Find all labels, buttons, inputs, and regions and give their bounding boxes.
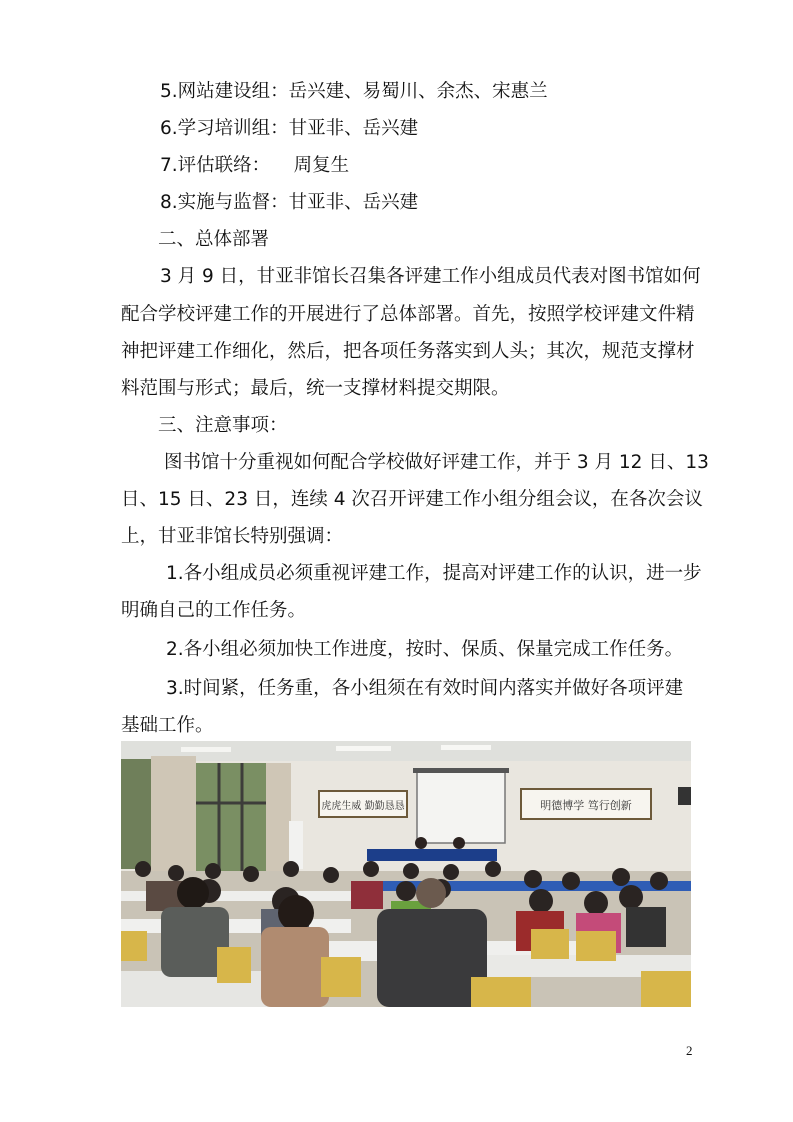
calligraphy-left: 虎虎生威 勤勤恳恳 bbox=[321, 801, 405, 812]
section-heading-3: 三、注意事项： bbox=[158, 415, 288, 436]
text-line-18: 基础工作。 bbox=[121, 715, 214, 736]
text-line-14: 1.各小组成员必须重视评建工作，提高对评建工作的认识，进一步 bbox=[166, 563, 702, 584]
text-line-11: 图书馆十分重视如何配合学校做好评建工作，并于 3 月 12 日、13 bbox=[164, 452, 709, 473]
text-line-12: 日、15 日、23 日，连续 4 次召开评建工作小组分组会议，在各次会议 bbox=[121, 489, 703, 510]
page-number: 2 bbox=[686, 1043, 693, 1058]
text-line-8: 神把评建工作细化，然后，把各项任务落实到人头；其次，规范支撑材 bbox=[121, 341, 695, 362]
text-line-16: 2.各小组必须加快工作进度，按时、保质、保量完成工作任务。 bbox=[166, 639, 684, 660]
text-line-3: 7.评估联络： 周复生 bbox=[160, 155, 350, 176]
text-line-15: 明确自己的工作任务。 bbox=[121, 600, 307, 621]
text-line-4: 8.实施与监督：甘亚非、岳兴建 bbox=[160, 192, 419, 213]
meeting-photo-illustration bbox=[121, 741, 691, 1007]
text-line-2: 6.学习培训组：甘亚非、岳兴建 bbox=[160, 118, 419, 139]
text-line-7: 配合学校评建工作的开展进行了总体部署。首先，按照学校评建文件精 bbox=[121, 304, 695, 325]
text-line-9: 料范围与形式；最后，统一支撑材料提交期限。 bbox=[121, 378, 510, 399]
text-line-17: 3.时间紧，任务重，各小组须在有效时间内落实并做好各项评建 bbox=[166, 678, 684, 699]
text-line-1: 5.网站建设组：岳兴建、易蜀川、余杰、宋惠兰 bbox=[160, 81, 548, 102]
section-heading-2: 二、总体部署 bbox=[158, 229, 270, 250]
calligraphy-right: 明德博学 笃行创新 bbox=[540, 799, 632, 812]
text-line-6: 3 月 9 日，甘亚非馆长召集各评建工作小组成员代表对图书馆如何 bbox=[160, 266, 701, 287]
meeting-photo bbox=[121, 741, 691, 1007]
text-line-13: 上，甘亚非馆长特别强调： bbox=[121, 526, 344, 547]
